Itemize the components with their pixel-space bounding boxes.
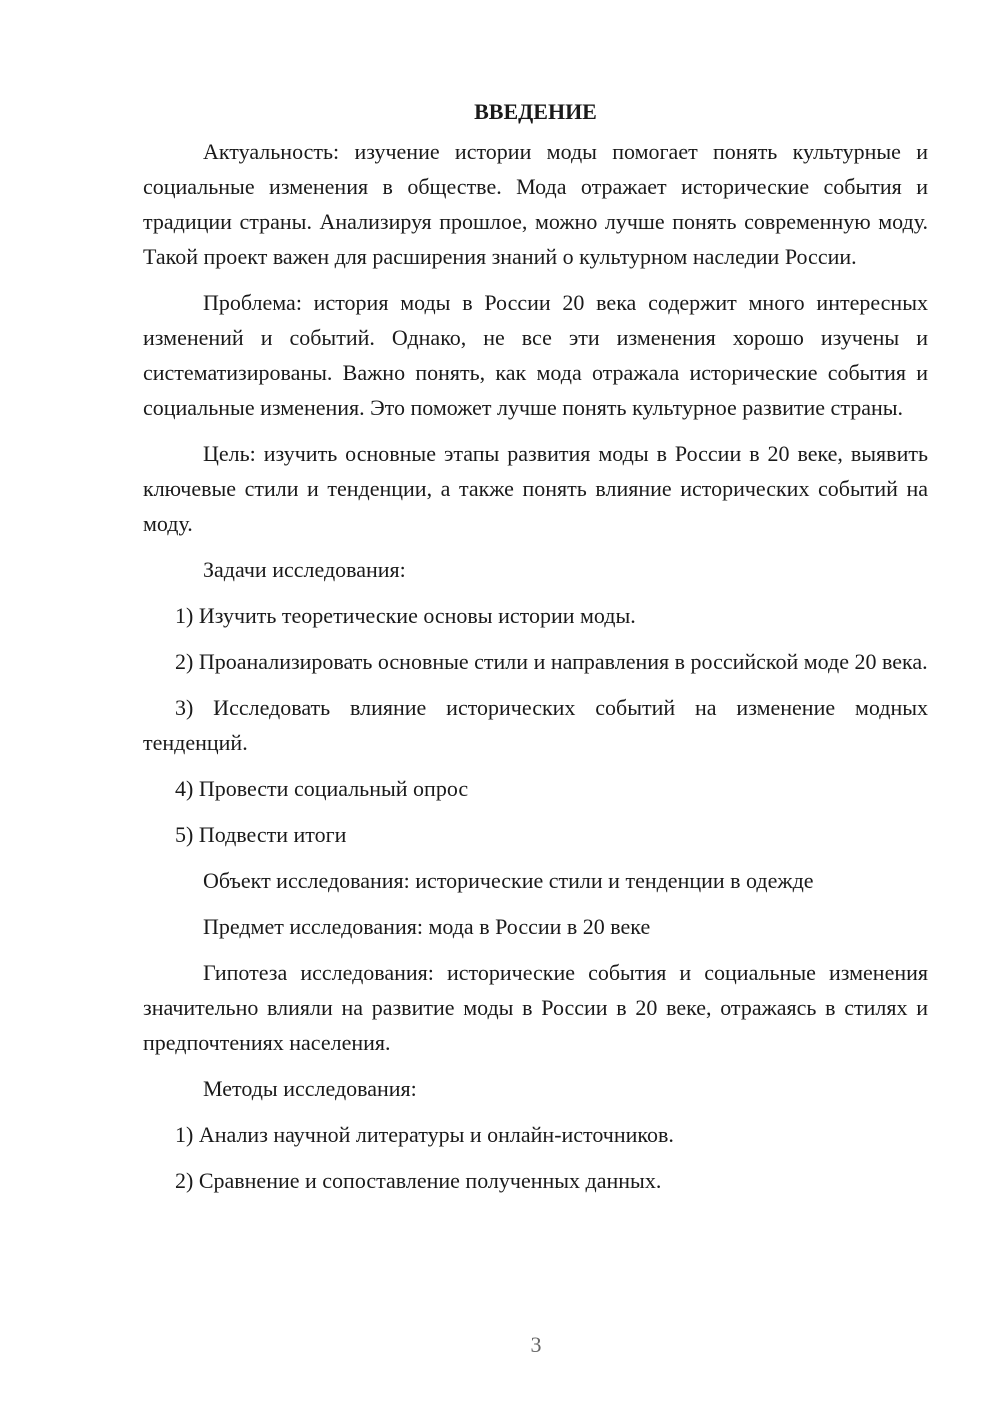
task-item: 3) Исследовать влияние исторических событий на изменение модных тенденций.: [143, 695, 928, 755]
problem-paragraph: Проблема: история моды в России 20 века содержит много интересных изменений и событий. Однако, не все эти изменения хорошо изучены и систематизированы. Важно понять, как мода отражала исторические события и социальные изменения. Это поможет лучше понять культурное развитие страны.: [143, 290, 928, 420]
page-content: [143, 94, 928, 1209]
object-paragraph: Объект исследования: исторические стили и тенденции в одежде: [203, 868, 814, 893]
hypothesis-paragraph: Гипотеза исследования: исторические события и социальные изменения значительно влияли на развитие моды в России в 20 веке, отражаясь в стилях и предпочтениях населения.: [143, 960, 928, 1055]
page-title: ВВЕДЕНИЕ: [474, 99, 597, 124]
task-item: 4) Провести социальный опрос: [175, 776, 469, 801]
page-number: 3: [530, 1332, 542, 1357]
goal-paragraph: Цель: изучить основные этапы развития моды в России в 20 веке, выявить ключевые стили и тенденции, а также понять влияние исторических событий на моду.: [143, 441, 928, 536]
relevance-paragraph: Актуальность: изучение истории моды помогает понять культурные и социальные изменения в обществе. Мода отражает исторические события и традиции страны. Анализируя прошлое, можно лучше понять современную моду. Такой проект важен для расширения знаний о культурном наследии России.: [143, 139, 928, 269]
method-item: 1) Анализ научной литературы и онлайн-источников.: [175, 1122, 674, 1147]
tasks-heading: Задачи исследования:: [203, 557, 406, 582]
methods-heading: Методы исследования:: [203, 1076, 417, 1101]
task-item: 5) Подвести итоги: [175, 822, 347, 847]
subject-paragraph: Предмет исследования: мода в России в 20 веке: [203, 914, 651, 939]
task-item: 2) Проанализировать основные стили и направления в российской моде 20 века.: [175, 649, 928, 674]
task-item: 1) Изучить теоретические основы истории моды.: [175, 603, 636, 628]
method-item: 2) Сравнение и сопоставление полученных данных.: [175, 1168, 662, 1193]
